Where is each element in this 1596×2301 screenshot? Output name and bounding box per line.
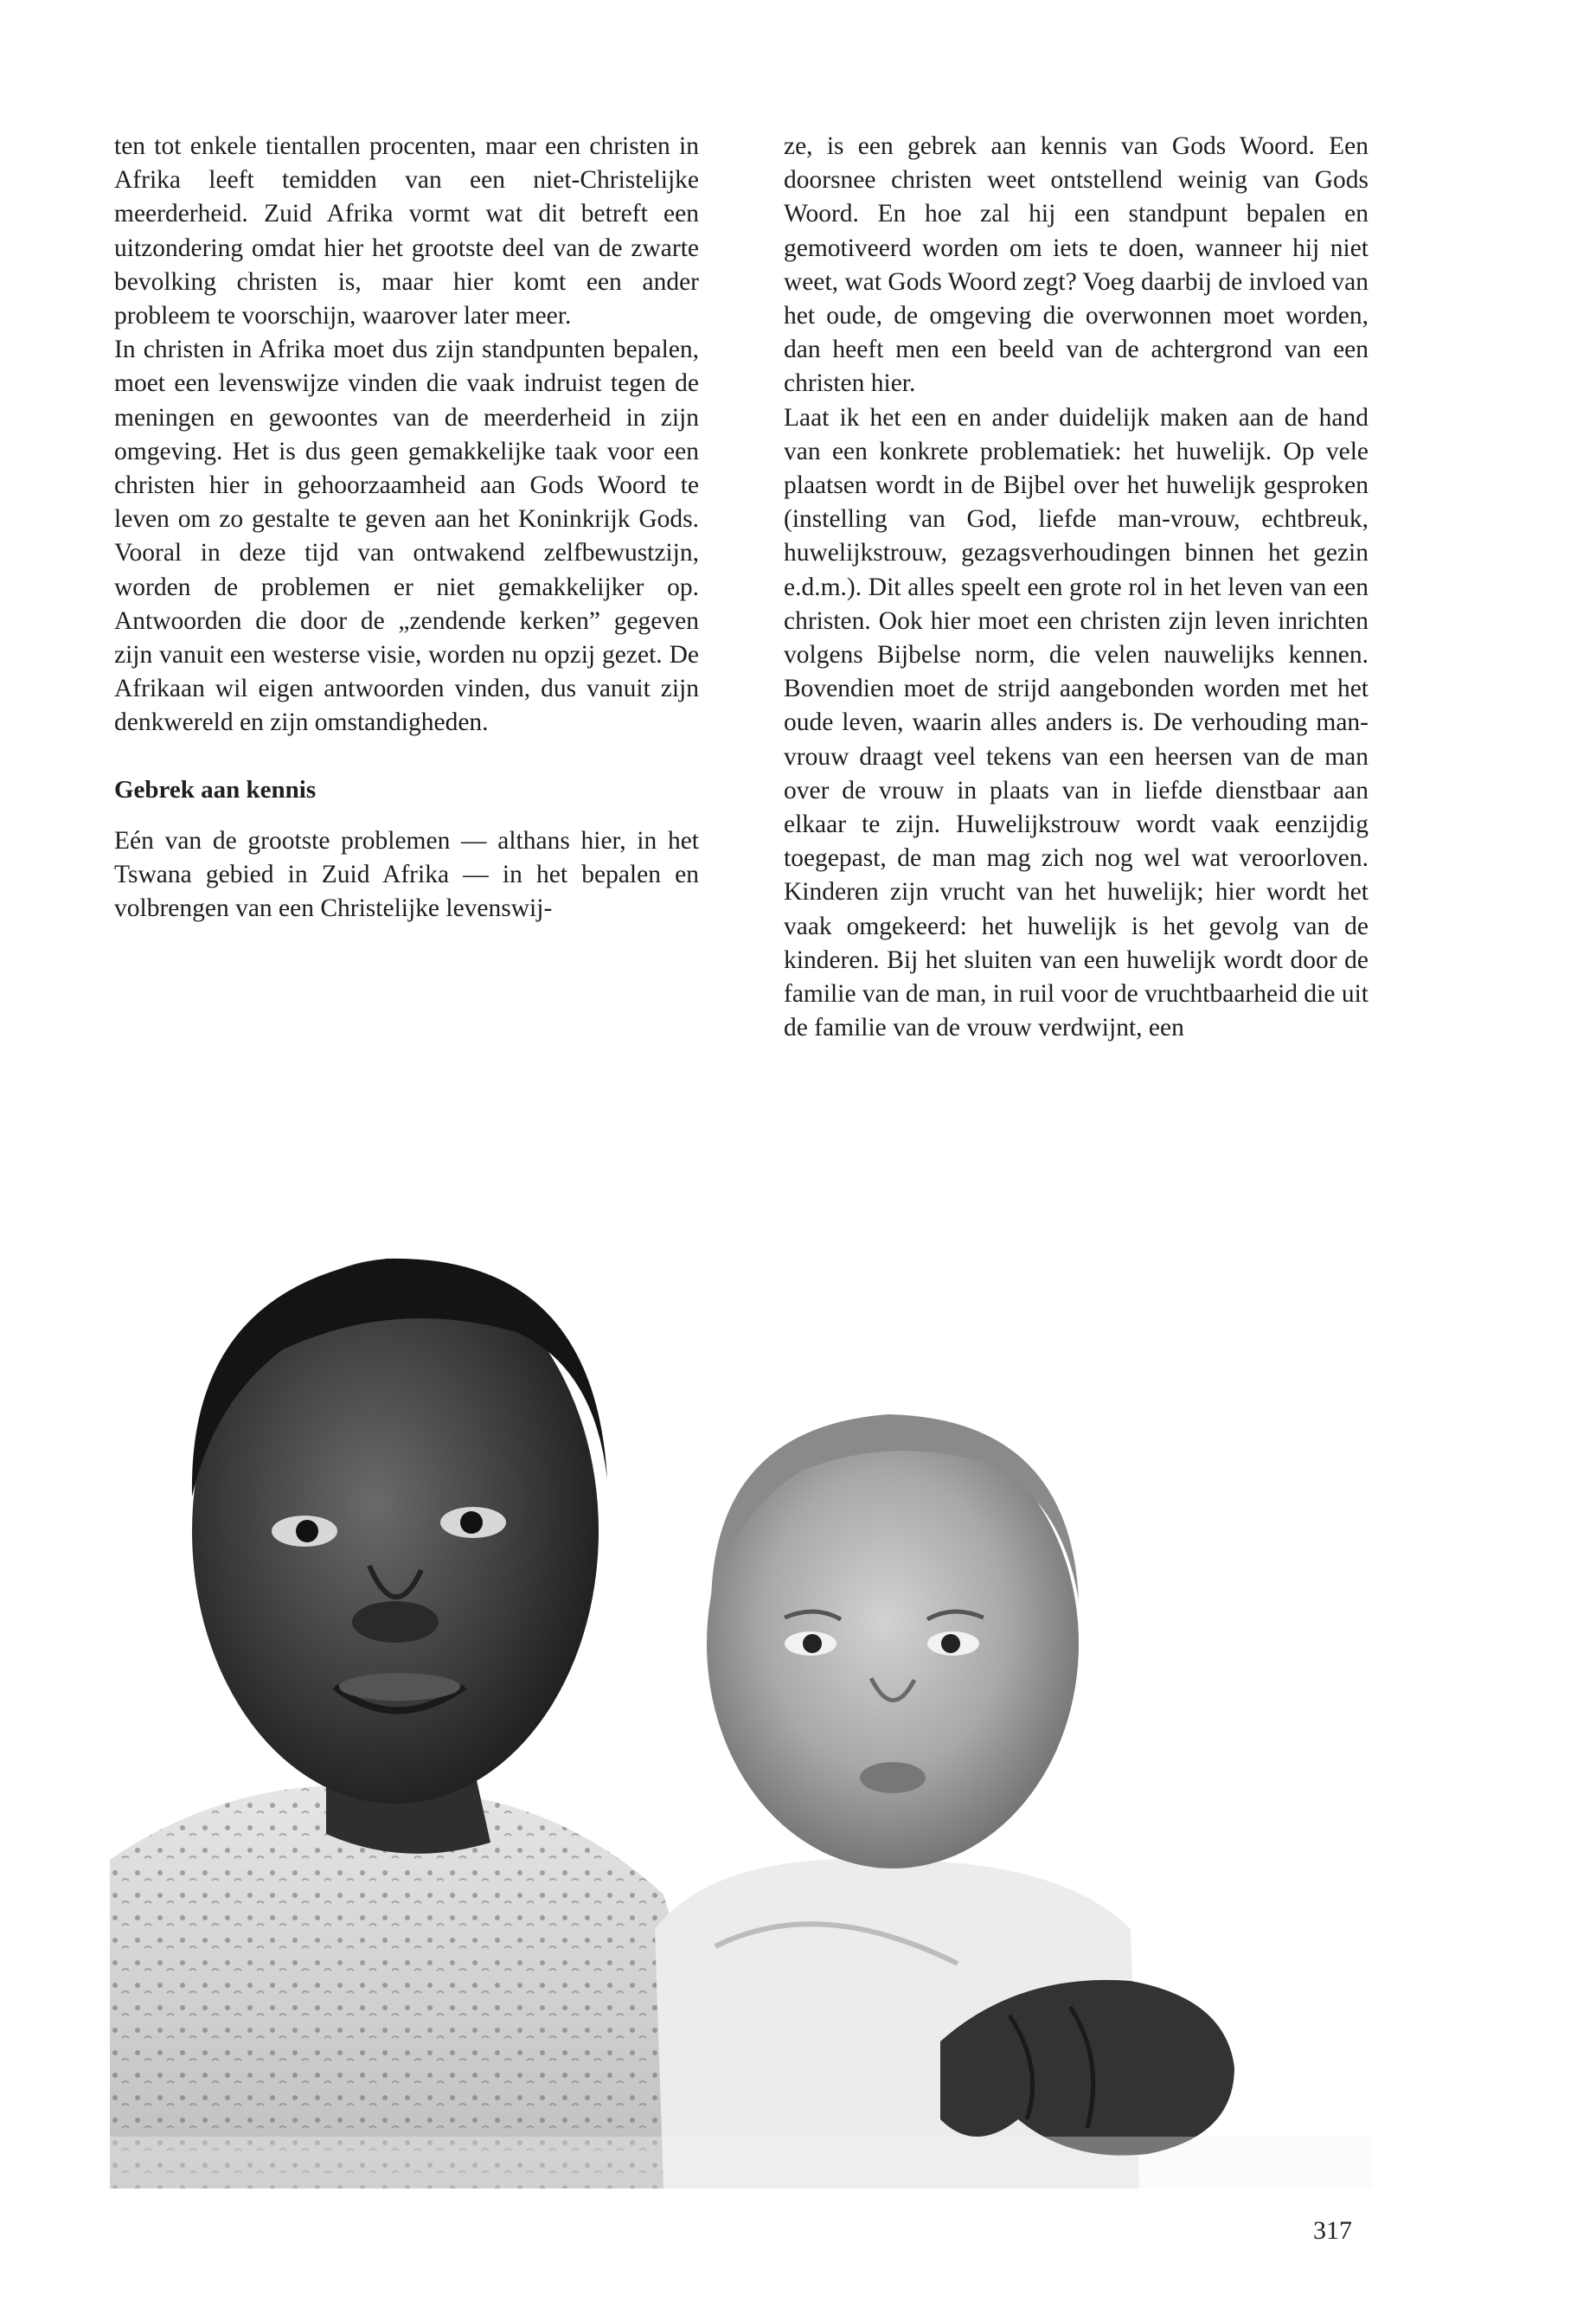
left-paragraph-1: ten tot enkele tientallen procenten, maar een christen in Afrika leeft temidden van een niet-Christelijke meerderheid. Zuid Afrika vormt wat dit betreft een uitzondering omdat hier het grootste deel van de zwarte bevolking christen is, maar hier komt een ander probleem te voorschijn, waarover later meer. <box>114 132 699 330</box>
left-paragraph-2: In christen in Afrika moet dus zijn standpunten bepalen, moet een levenswijze vinden die vaak indruist tegen de meningen en gewoontes van de meerderheid in zijn omgeving. Het is dus geen gemakkelijke taak voor een christen hier in gehoorzaamheid aan Gods Woord te leven om zo gestalte te geven aan het Koninkrijk Gods. Vooral in deze tijd van ontwakend zelfbewustzijn, worden de problemen er niet gemakkelijker op. Antwoorden die door de „zendende kerken” gegeven zijn vanuit een westerse visie, worden nu opzij gezet. De Afrikaan wil eigen antwoorden vinden, dus vanuit zijn denkwereld en zijn omstandigheden. <box>114 336 699 737</box>
page-number: 317 <box>1313 2216 1352 2245</box>
section-heading: Gebrek aan kennis <box>114 775 317 804</box>
right-paragraph-2: Laat ik het een en ander duidelijk maken aan de hand van een konkrete problematiek: het huwelijk. Op vele plaatsen wordt in de Bijbel over het huwelijk gesproken (instelling van God, liefde man-vrouw, echtbreuk, huwelijkstrouw, gezagsverhoudingen binnen het gezin e.d.m.). Dit alles speelt een grote rol in het leven van een christen. Ook hier moet een christen zijn leven inrichten volgens Bijbelse norm, die velen nauwelijks kennen. Bovendien moet de strijd aangebonden worden met het oude leven, waarin alles anders is. De verhouding man-vrouw draagt veel tekens van een heersen van de man over de vrouw in plaats van in liefde dienstbaar aan elkaar te zijn. Huwelijkstrouw wordt vaak eenzijdig toegepast, de man mag zich nog wel wat veroorloven. Kinderen zijn vrucht van het huwelijk; hier wordt het vaak omgekeerd: het huwelijk is het gevolg van de kinderen. Bij het sluiten van een huwelijk wordt door de familie van de man, in ruil voor de vruchtbaarheid die uit de familie van de vrouw verdwijnt, een <box>784 403 1368 1042</box>
right-column <box>784 130 1368 1045</box>
left-paragraph-3: Eén van de grootste problemen — althans hier, in het Tswana gebied in Zuid Afrika — in het bepalen en volbrengen van een Christelijke levenswij- <box>114 826 699 923</box>
photo-woman-and-child <box>110 1237 1373 2189</box>
left-column <box>114 130 699 926</box>
right-paragraph-1: ze, is een gebrek aan kennis van Gods Woord. Een doorsnee christen weet ontstellend weinig van Gods Woord. En hoe zal hij een standpunt bepalen en gemotiveerd worden om iets te doen, wanneer hij niet weet, wat Gods Woord zegt? Voeg daarbij de invloed van het oude, de omgeving die overwonnen moet worden, dan heeft men een beeld van de achtergrond van een christen hier. <box>784 132 1368 398</box>
photo-illustration <box>110 1237 1373 2189</box>
